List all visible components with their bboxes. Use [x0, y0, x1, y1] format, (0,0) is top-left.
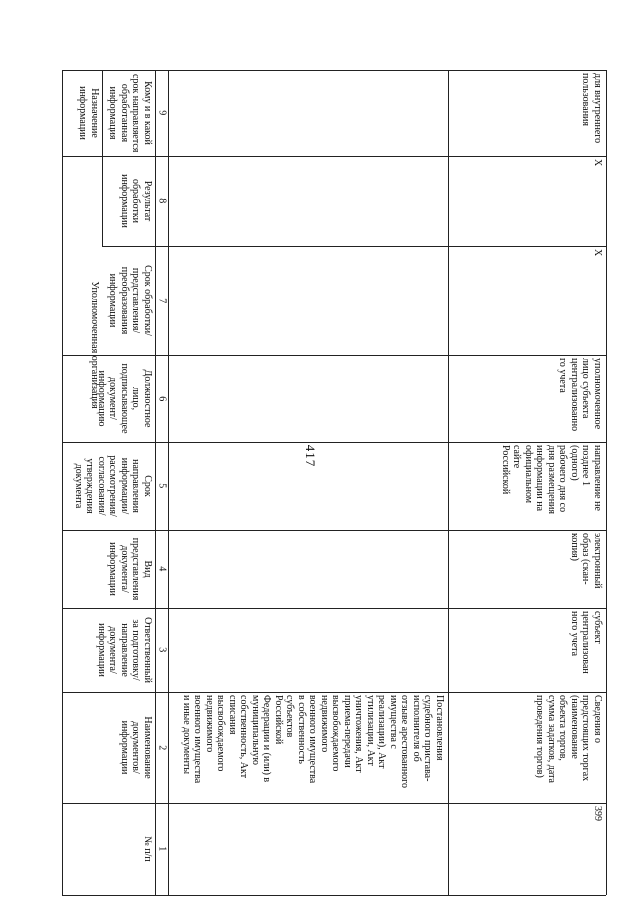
header-col-6: [96, 359, 154, 438]
text-line: копия): [569, 533, 580, 561]
text-line: судебного пристава-: [422, 695, 434, 782]
table-border-left: [62, 70, 63, 895]
text-line: представления/: [130, 267, 142, 334]
text-line: дня размещения: [546, 445, 557, 514]
text-line: недвижимого: [204, 695, 215, 753]
row-2-name: [534, 695, 603, 800]
second-data-row-line: [448, 70, 449, 895]
text-line: информация: [107, 86, 119, 140]
text-line: срок направляется: [130, 74, 142, 153]
text-line: централизован: [580, 611, 592, 674]
text-line: (наименование: [569, 695, 580, 759]
row-2-form: [569, 533, 604, 605]
text-line: Российской: [273, 695, 284, 745]
column-number-2: 2: [156, 744, 168, 750]
text-line: для внутреннего: [592, 73, 603, 144]
grid-vline: [102, 156, 103, 246]
text-line: информацию: [96, 370, 107, 427]
text-line: Срок обработки/: [142, 265, 153, 336]
text-line: электронный: [592, 533, 603, 589]
row-2-deadline: [500, 445, 604, 527]
text-line: информации: [77, 86, 89, 140]
text-line: рабочего дня со: [557, 445, 569, 513]
text-line: муниципальную: [250, 695, 261, 765]
text-line: Наименование: [142, 716, 153, 779]
text-line: направления: [130, 459, 142, 513]
text-line: пользования: [580, 73, 592, 126]
header-col-9: [107, 74, 153, 152]
text-line: Х: [592, 159, 603, 167]
text-line: рассмотрения/: [107, 455, 119, 517]
text-line: Вид: [142, 560, 153, 578]
text-line: документа/: [107, 626, 119, 674]
text-line: Ответственный: [142, 617, 153, 683]
text-line: (одного): [569, 445, 580, 481]
column-number-3: 3: [156, 647, 168, 653]
text-line: информации: [107, 542, 119, 596]
grid-hline: [62, 608, 606, 609]
row-2-recipient: [580, 73, 603, 153]
text-line: реализации), Акт: [376, 695, 388, 769]
text-line: представления: [130, 537, 142, 601]
text-line: информации/: [119, 457, 130, 515]
text-line: и иные документы: [181, 695, 192, 775]
table-border-top: [62, 70, 606, 71]
text-line: высвобождаемого: [215, 695, 227, 772]
text-line: Результат: [142, 180, 153, 222]
row-2-result: [592, 159, 604, 243]
column-number-4: 4: [156, 566, 168, 572]
row-2-no: [592, 806, 604, 892]
grid-hline: [62, 803, 606, 804]
text-line: недвижимого: [319, 695, 330, 753]
text-line: Должностное: [142, 369, 153, 428]
text-line: военного имущества: [192, 695, 204, 784]
text-line: Уполномоченная организация: [89, 281, 100, 409]
text-line: лицо субъекта: [580, 358, 592, 419]
header-col-1: [142, 807, 154, 891]
column-number-8: 8: [156, 198, 168, 204]
header-col-2: [119, 696, 154, 799]
text-line: проведения торгов): [534, 695, 546, 778]
header-col-4: [107, 534, 153, 604]
column-number-9: 9: [156, 110, 168, 116]
text-line: обработанная: [119, 83, 130, 143]
text-line: направление не: [592, 445, 603, 511]
column-number-5: 5: [156, 483, 168, 489]
text-line: централизованно: [569, 358, 580, 432]
grid-vline: [102, 70, 103, 156]
text-line: согласования/: [96, 456, 107, 516]
text-line: предстоящих торгах: [580, 695, 592, 782]
text-line: № п/п: [142, 836, 153, 862]
text-line: подписывающее: [119, 363, 130, 434]
text-line: образ (скан-: [580, 533, 592, 585]
page-number: 417: [303, 444, 319, 468]
text-line: направление: [119, 623, 130, 677]
text-line: Срок: [142, 475, 153, 497]
text-line: сумма задатков, дата: [546, 695, 557, 783]
table-border-right: [606, 70, 607, 895]
row-2-signatory: [557, 358, 603, 439]
text-line: Федерации и (или) в: [261, 695, 273, 783]
text-line: Постановления: [434, 695, 445, 761]
text-line: утилизации, Акт: [365, 695, 376, 766]
text-line: уполномоченное: [592, 358, 603, 430]
text-line: Сведения о: [592, 695, 603, 743]
text-line: Х: [592, 249, 603, 257]
text-line: информации: [107, 273, 119, 328]
text-line: документа/: [119, 545, 130, 593]
column-number-1: 1: [156, 846, 168, 852]
text-line: 399: [592, 806, 603, 821]
grid-hline: [102, 246, 606, 247]
text-line: утверждения: [84, 458, 96, 514]
text-line: официальном: [523, 445, 534, 504]
group-header-authorized-org: [89, 250, 101, 440]
text-line: го учета: [557, 358, 569, 393]
header-col-8: [119, 160, 154, 242]
text-line: военного имущества: [307, 695, 319, 784]
grid-hline: [62, 156, 606, 157]
text-line: Назначение: [89, 88, 100, 138]
text-line: информации на: [534, 445, 546, 512]
first-data-row-line: [168, 70, 169, 895]
text-line: субъект: [592, 611, 603, 644]
text-line: информации: [119, 720, 130, 775]
text-line: отзыве арестованного: [399, 695, 411, 789]
header-col-7: [107, 250, 153, 351]
row-2-responsible: [569, 611, 604, 689]
text-line: сайте: [511, 445, 523, 469]
text-line: Российской: [500, 445, 511, 495]
header-col-3: [96, 612, 154, 688]
text-line: информации: [96, 623, 107, 677]
text-line: документ/: [107, 377, 119, 420]
column-number-7: 7: [156, 297, 168, 303]
text-line: приема-передачи: [342, 695, 353, 768]
text-line: преобразования: [119, 266, 130, 335]
text-line: в собственность: [296, 695, 307, 764]
text-line: имущества с: [388, 695, 399, 749]
row-2-processing_time: [592, 249, 604, 352]
group-header-purpose: [77, 74, 100, 152]
text-line: позднее 1: [580, 445, 592, 486]
text-line: высвобождаемого: [330, 695, 342, 772]
grid-hline: [62, 530, 606, 531]
text-line: Кому и в какой: [142, 81, 153, 145]
column-number-6: 6: [156, 395, 168, 401]
grid-hline: [62, 692, 606, 693]
text-line: субъектов: [284, 695, 296, 738]
header-col-5: [73, 446, 154, 526]
text-line: информации: [119, 174, 130, 228]
text-line: уничтожения, Акт: [353, 695, 365, 773]
row-1-name: [181, 695, 446, 800]
grid-hline: [62, 442, 606, 443]
text-line: собственность, Акт: [238, 695, 250, 779]
text-line: ного учета: [569, 611, 580, 657]
grid-hline: [62, 355, 606, 356]
text-line: обработки: [130, 178, 142, 224]
text-line: за подготовку/: [130, 619, 142, 681]
text-line: документов/: [130, 721, 142, 774]
text-line: документа: [73, 463, 84, 509]
text-line: списания: [227, 695, 238, 735]
table-border-bottom: [62, 895, 606, 896]
text-line: объекта торгов,: [557, 695, 569, 761]
text-line: лицо,: [130, 386, 142, 411]
text-line: исполнителя об: [411, 695, 422, 762]
